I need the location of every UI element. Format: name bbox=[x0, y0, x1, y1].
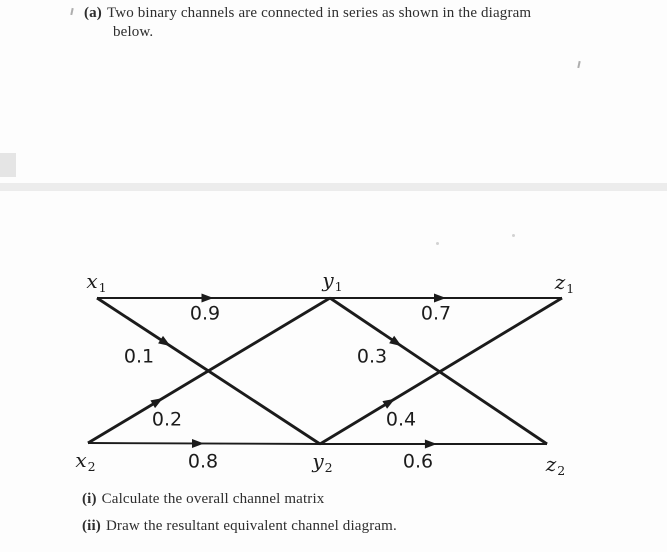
edge-arrow-icon bbox=[192, 439, 204, 448]
edge-probability-label-x1-y1: 0.9 bbox=[189, 302, 221, 325]
node-label-x1: $x_1$ bbox=[86, 269, 107, 295]
edge-arrow-icon bbox=[150, 398, 163, 408]
edge-probability-label-y2-z1: 0.4 bbox=[385, 408, 417, 431]
question-label: (a) bbox=[84, 5, 102, 21]
question-line-2: below. bbox=[113, 24, 154, 40]
node-label-y1: $y_1$ bbox=[322, 268, 343, 294]
node-label-y2: $y_2$ bbox=[312, 449, 333, 475]
edge-arrow-icon bbox=[202, 294, 214, 303]
edge-probability-label-y1-z1: 0.7 bbox=[420, 302, 452, 325]
edge-probability-label-y2-z2: 0.6 bbox=[402, 450, 434, 473]
question-text: Two binary channels are connected in series as shown in the diagram bbox=[106, 5, 532, 21]
node-label-x2: $x_2$ bbox=[75, 448, 96, 474]
edge-probability-label-x2-y1: 0.2 bbox=[151, 408, 183, 431]
edge-probability-label-x1-y2: 0.1 bbox=[123, 345, 155, 368]
edge-arrow-icon bbox=[425, 440, 437, 449]
edge-arrow-icon bbox=[158, 336, 171, 346]
subquestion-ii-text: Draw the resultant equivalent channel diagram. bbox=[105, 518, 397, 534]
subquestion-i bbox=[82, 491, 324, 508]
subquestion-ii-label: (ii) bbox=[82, 518, 101, 534]
edge-arrow-icon bbox=[382, 399, 395, 409]
subquestion-ii bbox=[82, 518, 397, 535]
edge-probability-label-y1-z2: 0.3 bbox=[356, 345, 388, 368]
edge-arrow-icon bbox=[434, 294, 446, 303]
subquestion-i-label: (i) bbox=[82, 491, 97, 507]
node-label-z1: $z_1$ bbox=[554, 270, 575, 296]
node-label-z2: $z_2$ bbox=[545, 452, 566, 478]
edge-probability-label-x2-y2: 0.8 bbox=[187, 450, 219, 473]
subquestion-i-text: Calculate the overall channel matrix bbox=[101, 491, 325, 507]
